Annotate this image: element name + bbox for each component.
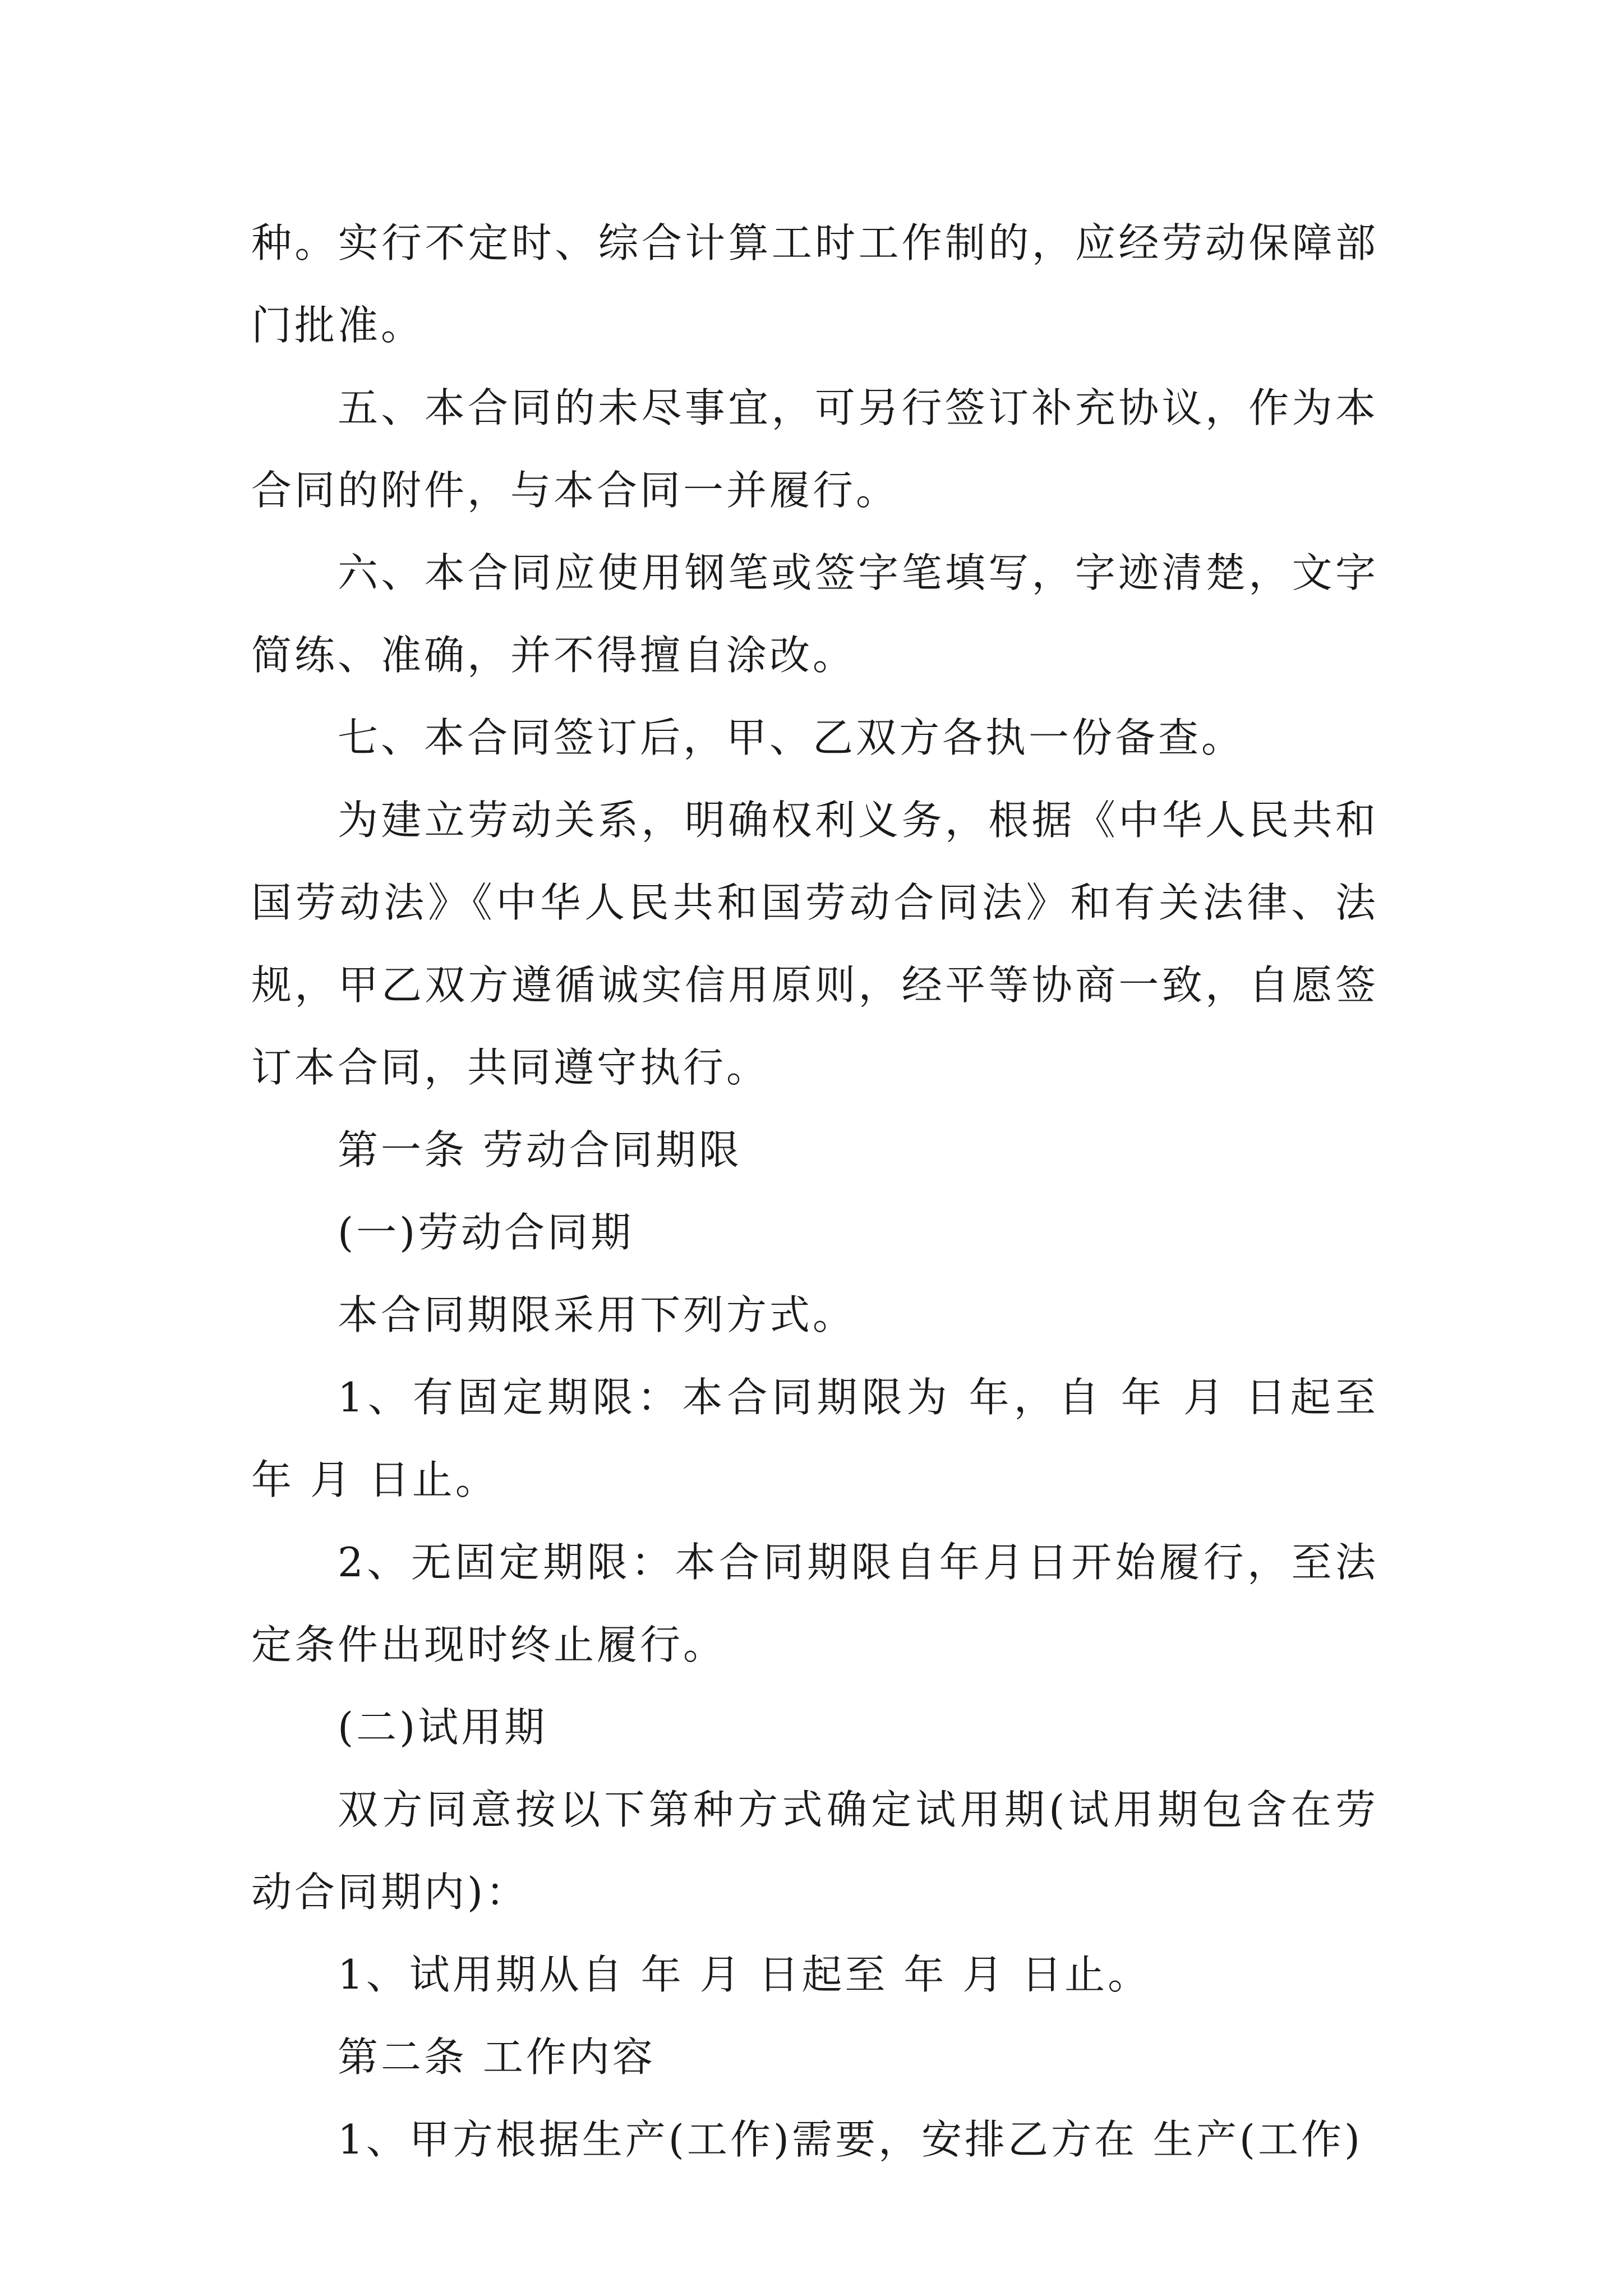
heading-article-2: 第二条 工作内容 xyxy=(338,2033,656,2081)
paragraph-open-term: 2、无固定期限：本合同期限自年月日开始履行，至法定条件出现时终止履行。 xyxy=(251,1539,1378,1668)
paragraph-probation-dates: 1、试用期从自 年 月 日起至 年 月 日止。 xyxy=(338,1951,1151,1998)
document-body xyxy=(251,202,1378,2181)
paragraph-clause-6: 六、本合同应使用钢笔或签字笔填写，字迹清楚，文字简练、准确，并不得擅自涂改。 xyxy=(251,549,1378,679)
paragraph-clause-7: 七、本合同签订后，甲、乙双方各执一份备查。 xyxy=(338,714,1245,761)
heading-article-1: 第一条 劳动合同期限 xyxy=(338,1126,742,1174)
paragraph-term-method: 本合同期限采用下列方式。 xyxy=(338,1291,856,1338)
subheading-contract-term: (一)劳动合同期 xyxy=(338,1209,634,1256)
paragraph-probation-method: 双方同意按以下第种方式确定试用期(试用期包含在劳动合同期内)： xyxy=(251,1786,1378,1916)
paragraph-clause-5: 五、本合同的未尽事宜，可另行签订补充协议，作为本合同的附件，与本合同一并履行。 xyxy=(251,384,1378,514)
paragraph-approval-note: 种。实行不定时、综合计算工时工作制的，应经劳动保障部门批准。 xyxy=(251,219,1378,349)
subheading-probation: (二)试用期 xyxy=(338,1704,548,1751)
paragraph-fixed-term: 1、有固定期限：本合同期限为 年，自 年 月 日起至 年 月 日止。 xyxy=(251,1374,1378,1503)
paragraph-work-assignment: 1、甲方根据生产(工作)需要，安排乙方在 生产(工作) xyxy=(338,2116,1363,2163)
paragraph-preamble: 为建立劳动关系，明确权利义务，根据《中华人民共和国劳动法》《中华人民共和国劳动合同法》和有关法律、法规，甲乙双方遵循诚实信用原则，经平等协商一致，自愿签订本合同，共同遵守执行。 xyxy=(251,797,1378,1091)
